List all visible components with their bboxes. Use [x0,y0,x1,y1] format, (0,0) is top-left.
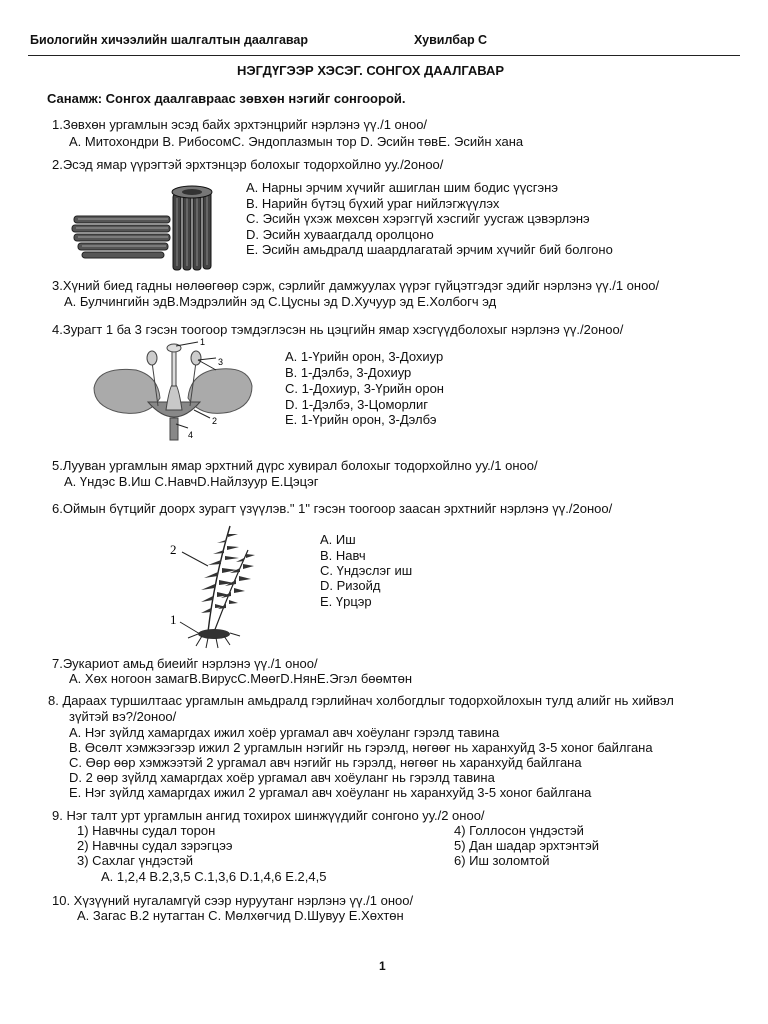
fern-label-1: 1 [170,612,177,627]
q8-option-b: B. Өсөлт хэмжээгээр ижил 2 ургамлын нэгийг нь гэрэлд, нөгөөг нь харанхуйд 3-5 хоног байлгана [69,740,653,755]
note: Санамж: Сонгох даалгавраас зөвхөн нэгийг сонгоорой. [47,91,406,106]
q9-text: 9. Нэг талт урт ургамлын ангид тохирох шинжүүдийг сонгоно уу./2 оноо/ [52,808,485,823]
flower-label-2: 2 [212,416,218,426]
q7-options: A. Хөх ногоон замагB.ВирусC.МөөгD.НянE.Эгэл бөөмтөн [69,671,413,686]
q4-text: 4.Зурагт 1 ба 3 гэсэн тоогоор тэмдэглэсэн нь цэцгийн ямар хэсгүүдболохыг нэрлэнэ үү./2оноо/ [52,322,624,337]
q8-text-line1: 8. Дараах туршилтаас ургамлын амьдралд гэрлийнач холбогдлыг тодорхойлохын тулд алийг нь хийвэл [48,693,674,708]
header-right: Хувилбар С [414,33,488,47]
q6-option-a: A. Иш [320,532,356,547]
q3-options: A. Булчингийн эдB.Мэдрэлийн эд C.Цусны эд D.Хучуур эд E.Холбогч эд [64,294,497,309]
q8-option-c: C. Өөр өөр хэмжээтэй 2 ургамал авч нэгийг нь гэрэлд, нөгөөг нь харанхуйд байлгана [69,755,582,770]
q2-option-d: D. Эсийн хуваагдалд оролцоно [246,227,434,242]
q4-option-a: A. 1-Үрийн орон, 3-Дохиур [285,349,444,364]
q9-item-2: 2) Навчны судал зэрэгцээ [77,838,233,853]
q2-text: 2.Эсэд ямар үүрэгтэй эрхтэнцэр болохыг тодорхойлно уу./2оноо/ [52,157,444,172]
q8-option-a: A. Нэг зүйлд хамаргдах ижил хоёр ургамал авч хоёуланг гэрэлд тавина [69,725,500,740]
q2-option-a: A. Нарны эрчим хүчийг ашиглан шим бодис үүсгэнэ [246,180,558,195]
q6-option-c: C. Үндэслэг иш [320,563,413,578]
header-rule [28,55,740,56]
q2-option-b: B. Нарийн бүтэц бүхий ураг нийлэгжүүлэх [246,196,500,211]
q9-options: A. 1,2,4 B.2,3,5 C.1,3,6 D.1,4,6 E.2,4,5 [101,869,327,884]
flower-label-4: 4 [188,430,194,440]
q8-text-line2: зүйтэй вэ?/2оноо/ [69,709,177,724]
flower-label-1: 1 [200,337,206,347]
q9-item-6: 6) Иш золомтой [454,853,550,868]
q4-option-c: C. 1-Дохиур, 3-Үрийн орон [285,381,444,396]
section-title: НЭГДҮГЭЭР ХЭСЭГ. СОНГОХ ДААЛГАВАР [237,63,505,78]
q5-text: 5.Лууван ургамлын ямар эрхтний дүрс хувирал болохыг тодорхойлно уу./1 оноо/ [52,458,538,473]
q6-option-e: E. Үрцэр [320,594,372,609]
q9-item-5: 5) Дан шадар эрхтэнтэй [454,838,599,853]
q9-item-3: 3) Сахлаг үндэстэй [77,853,193,868]
flower-label-3: 3 [218,357,224,367]
q2-option-c: C. Эсийн үхэж мөхсөн хэрэггүй хэсгийг уусгаж цэвэрлэнэ [246,211,590,226]
q3-text: 3.Хүний биед гадны нөлөөгөөр сэрж, сэрлийг дамжуулах үүрэг гүйцэтгэдэг эдийг нэрлэнэ үү./1 оноо/ [52,278,660,293]
q9-item-1: 1) Навчны судал торон [77,823,216,838]
q8-option-d: D. 2 өөр зүйлд хамаргдах хоёр ургамал авч хоёуланг нь гэрэлд тавина [69,770,495,785]
q7-text: 7.Эукариот амьд биеийг нэрлэнэ үү./1 оноо/ [52,656,318,671]
fern-label-2: 2 [170,542,177,557]
q9-item-4: 4) Голлосон үндэстэй [454,823,584,838]
q4-option-e: E. 1-Үрийн орон, 3-Дэлбэ [285,412,437,427]
q10-text: 10. Хүзүүний нугаламгүй сээр нуруутанг нэрлэнэ үү./1 оноо/ [52,893,414,908]
q2-option-e: E. Эсийн амьдралд шаардлагатай эрчим хүчийг бий болгоно [246,242,613,257]
q10-options: A. Загас B.2 нутагтан C. Мөлхөгчид D.Шувуу E.Хөхтөн [77,908,404,923]
q6-text: 6.Оймын бүтцийг доорх зурагт үзүүлэв." 1" гэсэн тоогоор заасан эрхтнийг нэрлэнэ үү./2оноо/ [52,501,613,516]
q6-option-b: B. Навч [320,548,366,563]
page-number: 1 [379,959,386,973]
q1-text: 1.Зөвхөн ургамлын эсэд байх эрхтэнцрийг нэрлэнэ үү./1 оноо/ [52,117,428,132]
header-left: Биологийн хичээлийн шалгалтын даалгавар [30,33,308,47]
q4-option-b: B. 1-Дэлбэ, 3-Дохиур [285,365,412,380]
q4-option-d: D. 1-Дэлбэ, 3-Цоморлиг [285,397,429,412]
mitochondria-figure [70,182,220,274]
q5-options: A. Үндэс B.Иш C.НавчD.Найлзуур E.Цэцэг [64,474,319,489]
q6-option-d: D. Ризойд [320,578,381,593]
flower-figure [88,336,258,444]
fern-figure [168,520,278,650]
q1-options: A. Митохондри В. РибосомС. Эндоплазмын тор D. Эсийн төвE. Эсийн хана [69,134,524,149]
q8-option-e: E. Нэг зүйлд хамаргдах ижил 2 ургамал авч хоёуланг нь харанхуйд 3-5 хоног байлгана [69,785,592,800]
